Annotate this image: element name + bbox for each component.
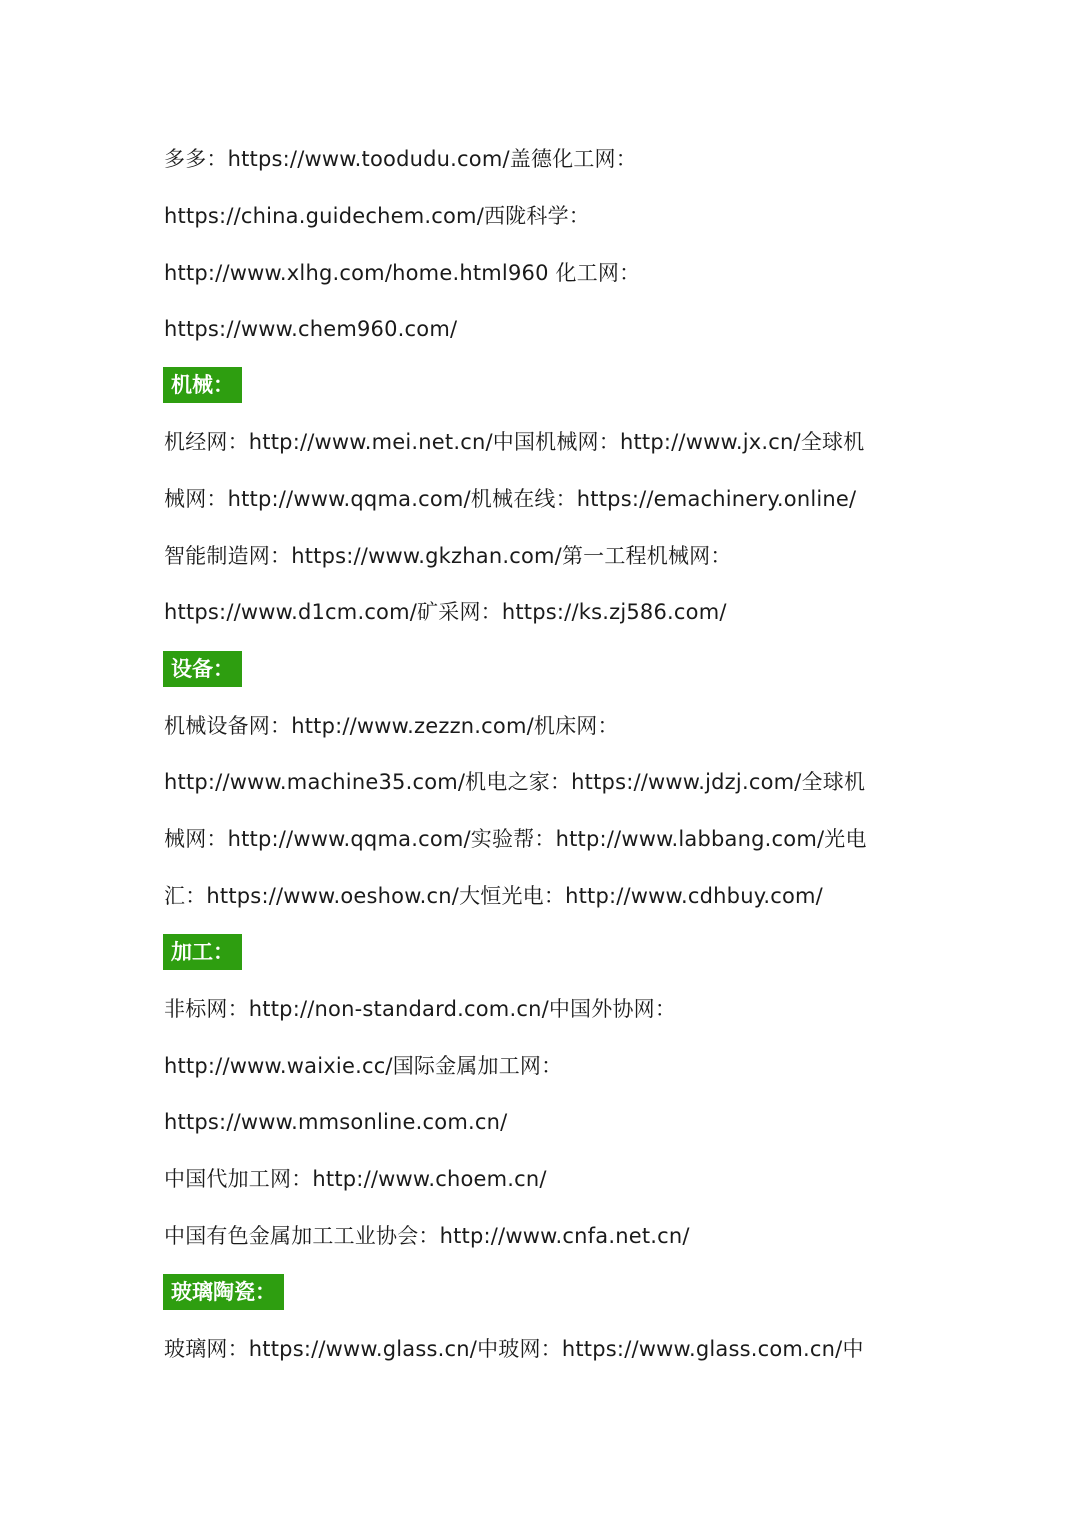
section-heading-machinery: 机械：: [163, 367, 242, 403]
text-line-chemical-1: 多多：https://www.toodudu.com/盖德化工网：: [164, 147, 637, 171]
text-line-chemical-2: https://china.guidechem.com/西陇科学：: [164, 204, 590, 228]
section-heading-glass-ceramics: 玻璃陶瓷：: [163, 1274, 284, 1310]
text-line-chemical-4: https://www.chem960.com/: [164, 317, 458, 341]
text-line-processing-4: 中国代加工网：http://www.choem.cn/: [164, 1167, 547, 1191]
text-line-glass-1: 玻璃网：https://www.glass.cn/中玻网：https://www.glass.com.cn/中: [164, 1337, 864, 1361]
text-line-processing-1: 非标网：http://non-standard.com.cn/中国外协网：: [164, 997, 677, 1021]
text-line-equipment-2: http://www.machine35.com/机电之家：https://www.jdzj.com/全球机: [164, 770, 866, 794]
text-line-equipment-4: 汇：https://www.oeshow.cn/大恒光电：http://www.cdhbuy.com/: [164, 884, 823, 908]
text-line-processing-2: http://www.waixie.cc/国际金属加工网：: [164, 1054, 563, 1078]
text-line-equipment-3: 械网：http://www.qqma.com/实验帮：http://www.labbang.com/光电: [164, 827, 867, 851]
text-line-chemical-3: http://www.xlhg.com/home.html960 化工网：: [164, 261, 641, 285]
text-line-machinery-2: 械网：http://www.qqma.com/机械在线：https://emachinery.online/: [164, 487, 857, 511]
text-line-machinery-4: https://www.d1cm.com/矿采网：https://ks.zj586.com/: [164, 600, 727, 624]
text-line-processing-5: 中国有色金属加工工业协会：http://www.cnfa.net.cn/: [164, 1224, 690, 1248]
text-line-processing-3: https://www.mmsonline.com.cn/: [164, 1110, 508, 1134]
text-line-machinery-3: 智能制造网：https://www.gkzhan.com/第一工程机械网：: [164, 544, 732, 568]
section-heading-equipment: 设备：: [163, 651, 242, 687]
text-line-equipment-1: 机械设备网：http://www.zezzn.com/机床网：: [164, 714, 619, 738]
text-line-machinery-1: 机经网：http://www.mei.net.cn/中国机械网：http://www.jx.cn/全球机: [164, 430, 865, 454]
section-heading-processing: 加工：: [163, 934, 242, 970]
